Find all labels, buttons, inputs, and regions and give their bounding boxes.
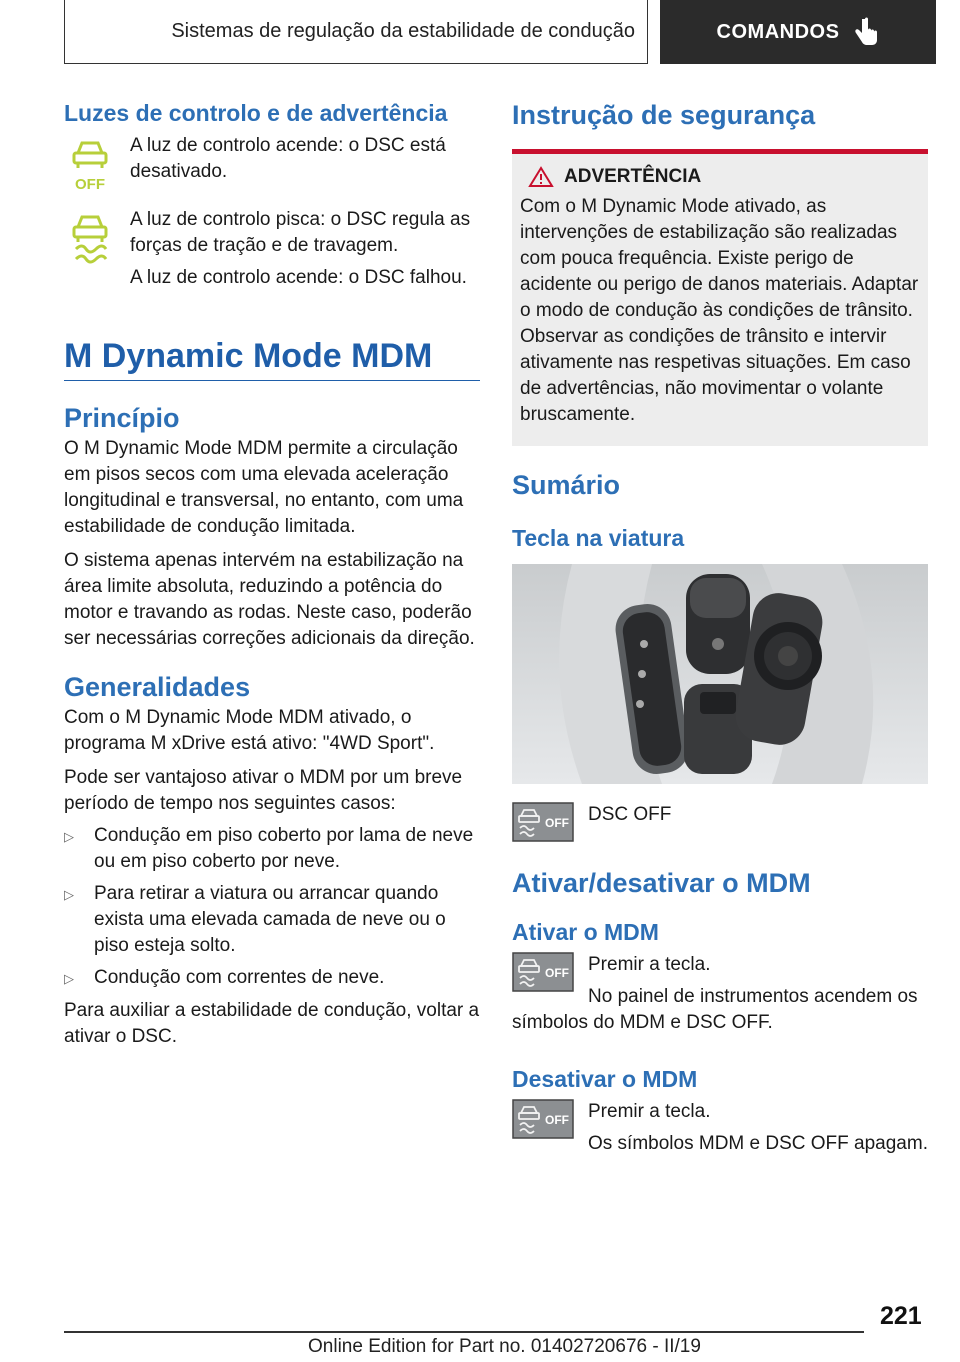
activate-subheading: Ativar o MDM	[512, 919, 659, 945]
light-item-off	[64, 133, 480, 193]
chapter-tab	[660, 0, 936, 64]
principle-heading: Princípio	[64, 403, 180, 433]
list-item: ▷ Condução com correntes de neve.	[64, 965, 480, 992]
dsc-off-key-icon	[512, 802, 574, 842]
button-heading: Tecla na viatura	[512, 525, 685, 551]
warning-box	[512, 149, 928, 446]
pointing-hand-icon	[853, 17, 879, 47]
summary-heading: Sumário	[512, 470, 621, 500]
list-item: ▷ Para retirar a viatura ou arrancar quando exista uma elevada camada de neve ou o piso esteja solto.	[64, 881, 480, 959]
deactivate-text-1: Premir a tecla.	[588, 1101, 711, 1122]
edition-note: Online Edition for Part no. 01402720676 - II/19	[308, 1336, 701, 1357]
deactivate-text-2: Os símbolos MDM e DSC OFF apagam.	[588, 1133, 928, 1154]
light-dsc-text-1: A luz de controlo pisca: o DSC regula as forças de tração e de travagem.	[130, 209, 471, 256]
light-off-text: A luz de controlo acende: o DSC está desativado.	[130, 135, 446, 182]
activate-text-1: Premir a tecla.	[588, 954, 711, 975]
light-item-dsc	[64, 207, 480, 291]
deactivate-subheading: Desativar o MDM	[512, 1066, 698, 1092]
warning-text: Com o M Dynamic Mode ativado, as intervenções de estabilização são realizadas com pouca frequência. Existe perigo de acidente ou perigo de danos materiais. Adaptar o modo de condução às condições de trânsito. Observar as condições de trânsito e intervir ativamente nas respetivas situações. Em caso de advertências, não movimentar o volante bruscamente.	[520, 196, 919, 425]
bullet-triangle-icon: ▷	[64, 887, 74, 902]
svg-text:OFF: OFF	[545, 966, 569, 980]
dsc-lamp-icon	[64, 207, 116, 267]
dsc-off-label: DSC OFF	[588, 804, 672, 825]
page-number: 221	[880, 1302, 922, 1330]
main-heading: M Dynamic Mode MDM	[64, 337, 480, 381]
dsc-off-key-row	[512, 802, 928, 842]
general-paragraph-2: Pode ser vantajoso ativar o MDM por um breve período de tempo nos seguintes casos:	[64, 767, 463, 814]
lights-heading: Luzes de controlo e de advertência	[64, 100, 448, 126]
warning-title: ADVERTÊNCIA	[564, 166, 702, 187]
list-item: ▷ Condução em piso coberto por lama de neve ou em piso coberto por neve.	[64, 823, 480, 875]
bullet-triangle-icon: ▷	[64, 829, 74, 844]
section-title: Sistemas de regulação da estabilidade de condução	[171, 20, 635, 42]
svg-text:OFF: OFF	[545, 816, 569, 830]
activate-text-2: No painel de instrumentos acendem os símbolos do MDM e DSC OFF.	[512, 986, 918, 1033]
activate-heading: Ativar/desativar o MDM	[512, 868, 811, 898]
footer-divider	[64, 1331, 864, 1333]
dsc-off-lamp-icon	[64, 133, 116, 193]
general-paragraph-3: Para auxiliar a estabilidade de condução, voltar a ativar o DSC.	[64, 1000, 480, 1047]
general-heading: Generalidades	[64, 672, 251, 702]
conditions-list	[64, 823, 480, 992]
warning-triangle-icon	[528, 166, 554, 188]
bullet-triangle-icon: ▷	[64, 971, 74, 986]
safety-heading: Instrução de segurança	[512, 100, 816, 130]
dsc-off-key-icon	[512, 952, 574, 992]
svg-text:OFF: OFF	[75, 176, 105, 193]
chapter-title: COMANDOS	[716, 20, 840, 43]
svg-text:OFF: OFF	[545, 1113, 569, 1127]
warning-title-row	[520, 166, 920, 188]
light-dsc-text-2: A luz de controlo acende: o DSC falhou.	[130, 267, 467, 288]
right-column	[512, 100, 928, 1157]
dsc-off-key-icon	[512, 1099, 574, 1139]
running-header	[64, 0, 648, 64]
principle-paragraph-2: O sistema apenas intervém na estabilização na área limite absoluta, reduzindo a potência do motor e travando as rodas. Neste caso, poderão ser necessárias correções adicionais da direção.	[64, 550, 475, 649]
left-column	[64, 100, 480, 1050]
center-console-photo	[512, 564, 928, 784]
principle-paragraph-1: O M Dynamic Mode MDM permite a circulação em pisos secos com uma elevada aceleração longitudinal e transversal, no entanto, com uma estabilidade de condução limitada.	[64, 438, 464, 537]
general-paragraph-1: Com o M Dynamic Mode MDM ativado, o programa M xDrive está ativo: "4WD Sport".	[64, 707, 435, 754]
